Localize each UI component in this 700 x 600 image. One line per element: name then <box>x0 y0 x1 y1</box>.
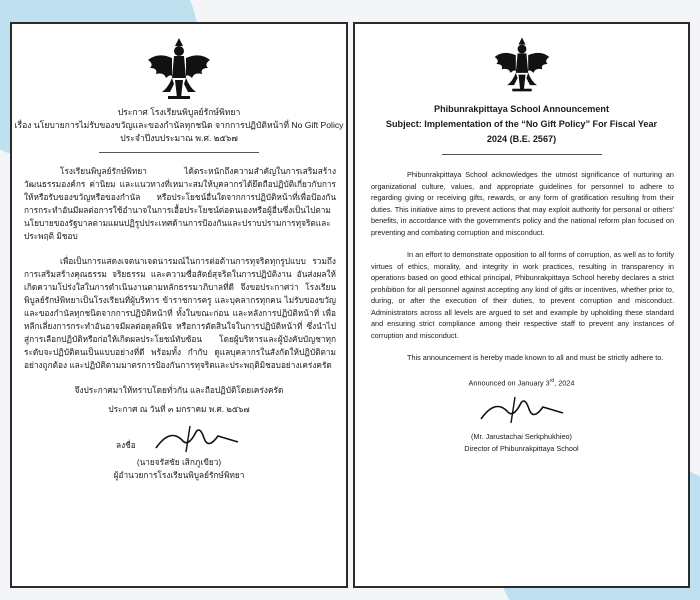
english-header-line3: 2024 (B.E. 2567) <box>486 134 557 144</box>
english-date-suffix: , 2024 <box>554 377 575 387</box>
garuda-emblem-icon <box>491 34 553 94</box>
thai-signer-name: (นายจรัสชัย เสิกภูเขียว) <box>136 457 222 467</box>
thai-header-line1: ประกาศ โรงเรียนพิบูลย์รักษ์พิทยา <box>117 107 241 117</box>
thai-header-line3: ประจำปีงบประมาณ พ.ศ. ๒๕๖๗ <box>120 133 238 143</box>
english-date-prefix: Announced on January 3 <box>468 377 550 387</box>
thai-signature-icon <box>152 422 242 456</box>
thai-sign-label: ลงชื่อ <box>116 440 136 450</box>
thai-announcement-document <box>10 22 348 588</box>
english-paragraph-2: In an effort to demonstrate opposition to all forms of corruption, as well as to fortify virtues of ethics, morality, and integrity in work practices, resulting in transparency in operations based on good ethical principal, Phibunrakpittaya School hereby declares a strict prohibition for all personnel against accepting any kind of gifts or incentives, whether prior to, during, or after the execution of their duties, to prevent corruption and misconduct. Administrators across all levels are argued to set and example by upholding these standard and ensuring strict compliance among their respective staff to prevent any instances of corruption and misconduct. <box>371 250 674 340</box>
english-signer-title: Director of Phibunrakpittaya School <box>464 443 579 453</box>
english-paragraph-3: This announcement is hereby made known to all and must be strictly adhere to. <box>407 353 664 362</box>
english-header <box>355 102 688 147</box>
thai-header-divider <box>99 152 259 153</box>
thai-header <box>12 106 346 145</box>
thai-signer-title: ผู้อำนวยการโรงเรียนพิบูลย์รักษ์พิทยา <box>113 470 245 480</box>
thai-closing: จึงประกาศมาให้ทราบโดยทั่วกัน และถือปฏิบัติโดยเคร่งครัด <box>74 385 284 395</box>
english-signature-icon <box>477 393 567 427</box>
garuda-emblem-icon <box>144 34 214 102</box>
thai-header-line2: เรื่อง นโยบายการไม่รับของขวัญและของกำนัลทุกชนิด จากการปฏิบัติหน้าที่ No Gift Policy <box>14 120 344 130</box>
english-announcement-document <box>353 22 690 588</box>
english-paragraph-1: Phibunrakpittaya School acknowledges the utmost significance of nurturing an organizational culture, values, and appropriate guidelines for personnel to adhere to regarding giving or receiving gifts, rewards, or any form of gratification resulting from their duties. This initiative aims to prevent actions that may exploit authority for personal or others' benefits, in accordance with the government's policy and the national reform plan focused on preventing and combating corruption and misconduct. <box>371 170 674 237</box>
english-date-sup: rd <box>549 377 555 384</box>
english-signer-name: (Mr. Jarustachai Serkphukhieo) <box>471 431 572 441</box>
thai-paragraph-1: โรงเรียนพิบูลย์รักษ์พิทยา ได้ตระหนักถึงความสำคัญในการเสริมสร้างวัฒนธรรมองค์กร ค่านิยม และแนวทางที่เหมาะสมให้บุคลากรได้ยึดถือปฏิบัติเกี่ยวกับการให้หรือรับของขวัญหรือของกำนัล หรือประโยชน์อื่นใดจากการปฏิบัติหน้าที่เพื่อป้องกันการกระทำอันมีผลต่อการใช้อำนาจในการเอื้อประโยชน์ต่อตนเองหรือผู้อื่นซึ่งเป็นไปตามนโยบายของรัฐบาลตามแผนปฏิรูปประเทศด้านการป้องกันและปราบปรามการทุจริตและประพฤติ มิชอบ <box>24 166 336 241</box>
thai-date: ประกาศ ณ วันที่ ๓ มกราคม พ.ศ. ๒๕๖๗ <box>108 404 250 414</box>
english-header-line2: Subject: Implementation of the “No Gift Policy” For Fiscal Year <box>385 119 658 129</box>
thai-signature-row <box>12 422 346 456</box>
english-date <box>355 375 688 389</box>
english-header-divider <box>442 154 602 155</box>
english-header-line1: Phibunrakpittaya School Announcement <box>434 104 609 114</box>
thai-paragraph-2: เพื่อเป็นการแสดงเจตนาเจตนารมณ์ในการต่อต้านการทุจริตทุกรูปแบบ รวมถึงการเสริมสร้างคุณธรรม จริยธรรม และความซื่อสัตย์สุจริตในการปฏิบัติงาน อันส่งผลให้เกิดความโปร่งใสในการดำเนินงานตามหลักธรรมาภิบาลที่ดี จึงขอประกาศว่า โรงเรียนพิบูลย์รักษ์พิทยาเป็นโรงเรียนที่ผู้บริหาร ข้าราชการครู และบุคลากรทุกคน ไม่รับของขวัญและของกำนัลทุกชนิดจากการปฏิบัติหน้าที่ ทั้งในขณะก่อน และหลังการปฏิบัติหน้าที่ เพื่อหลีกเลี่ยงการกระทำอันอาจมีผลต่อดุลพินิจ หรือการตัดสินใจในการปฏิบัติหน้าที่ ซึ่งนำไปสู่การเลือกปฏิบัติหรือก่อให้เกิดผลประโยชน์ทับซ้อน โดยผู้บริหารและผู้บังคับบัญชาทุกระดับจะปฏิบัติตนเป็นแบบอย่างที่ดี พร้อมทั้ง กำกับ ดูแลบุคลากรในสังกัดให้ปฏิบัติตามอย่างถูกต้อง และปฏิบัติตามมาตรการป้องกันการทุจริตและประพฤติมิชอบอย่างเคร่งครัด <box>24 256 336 370</box>
